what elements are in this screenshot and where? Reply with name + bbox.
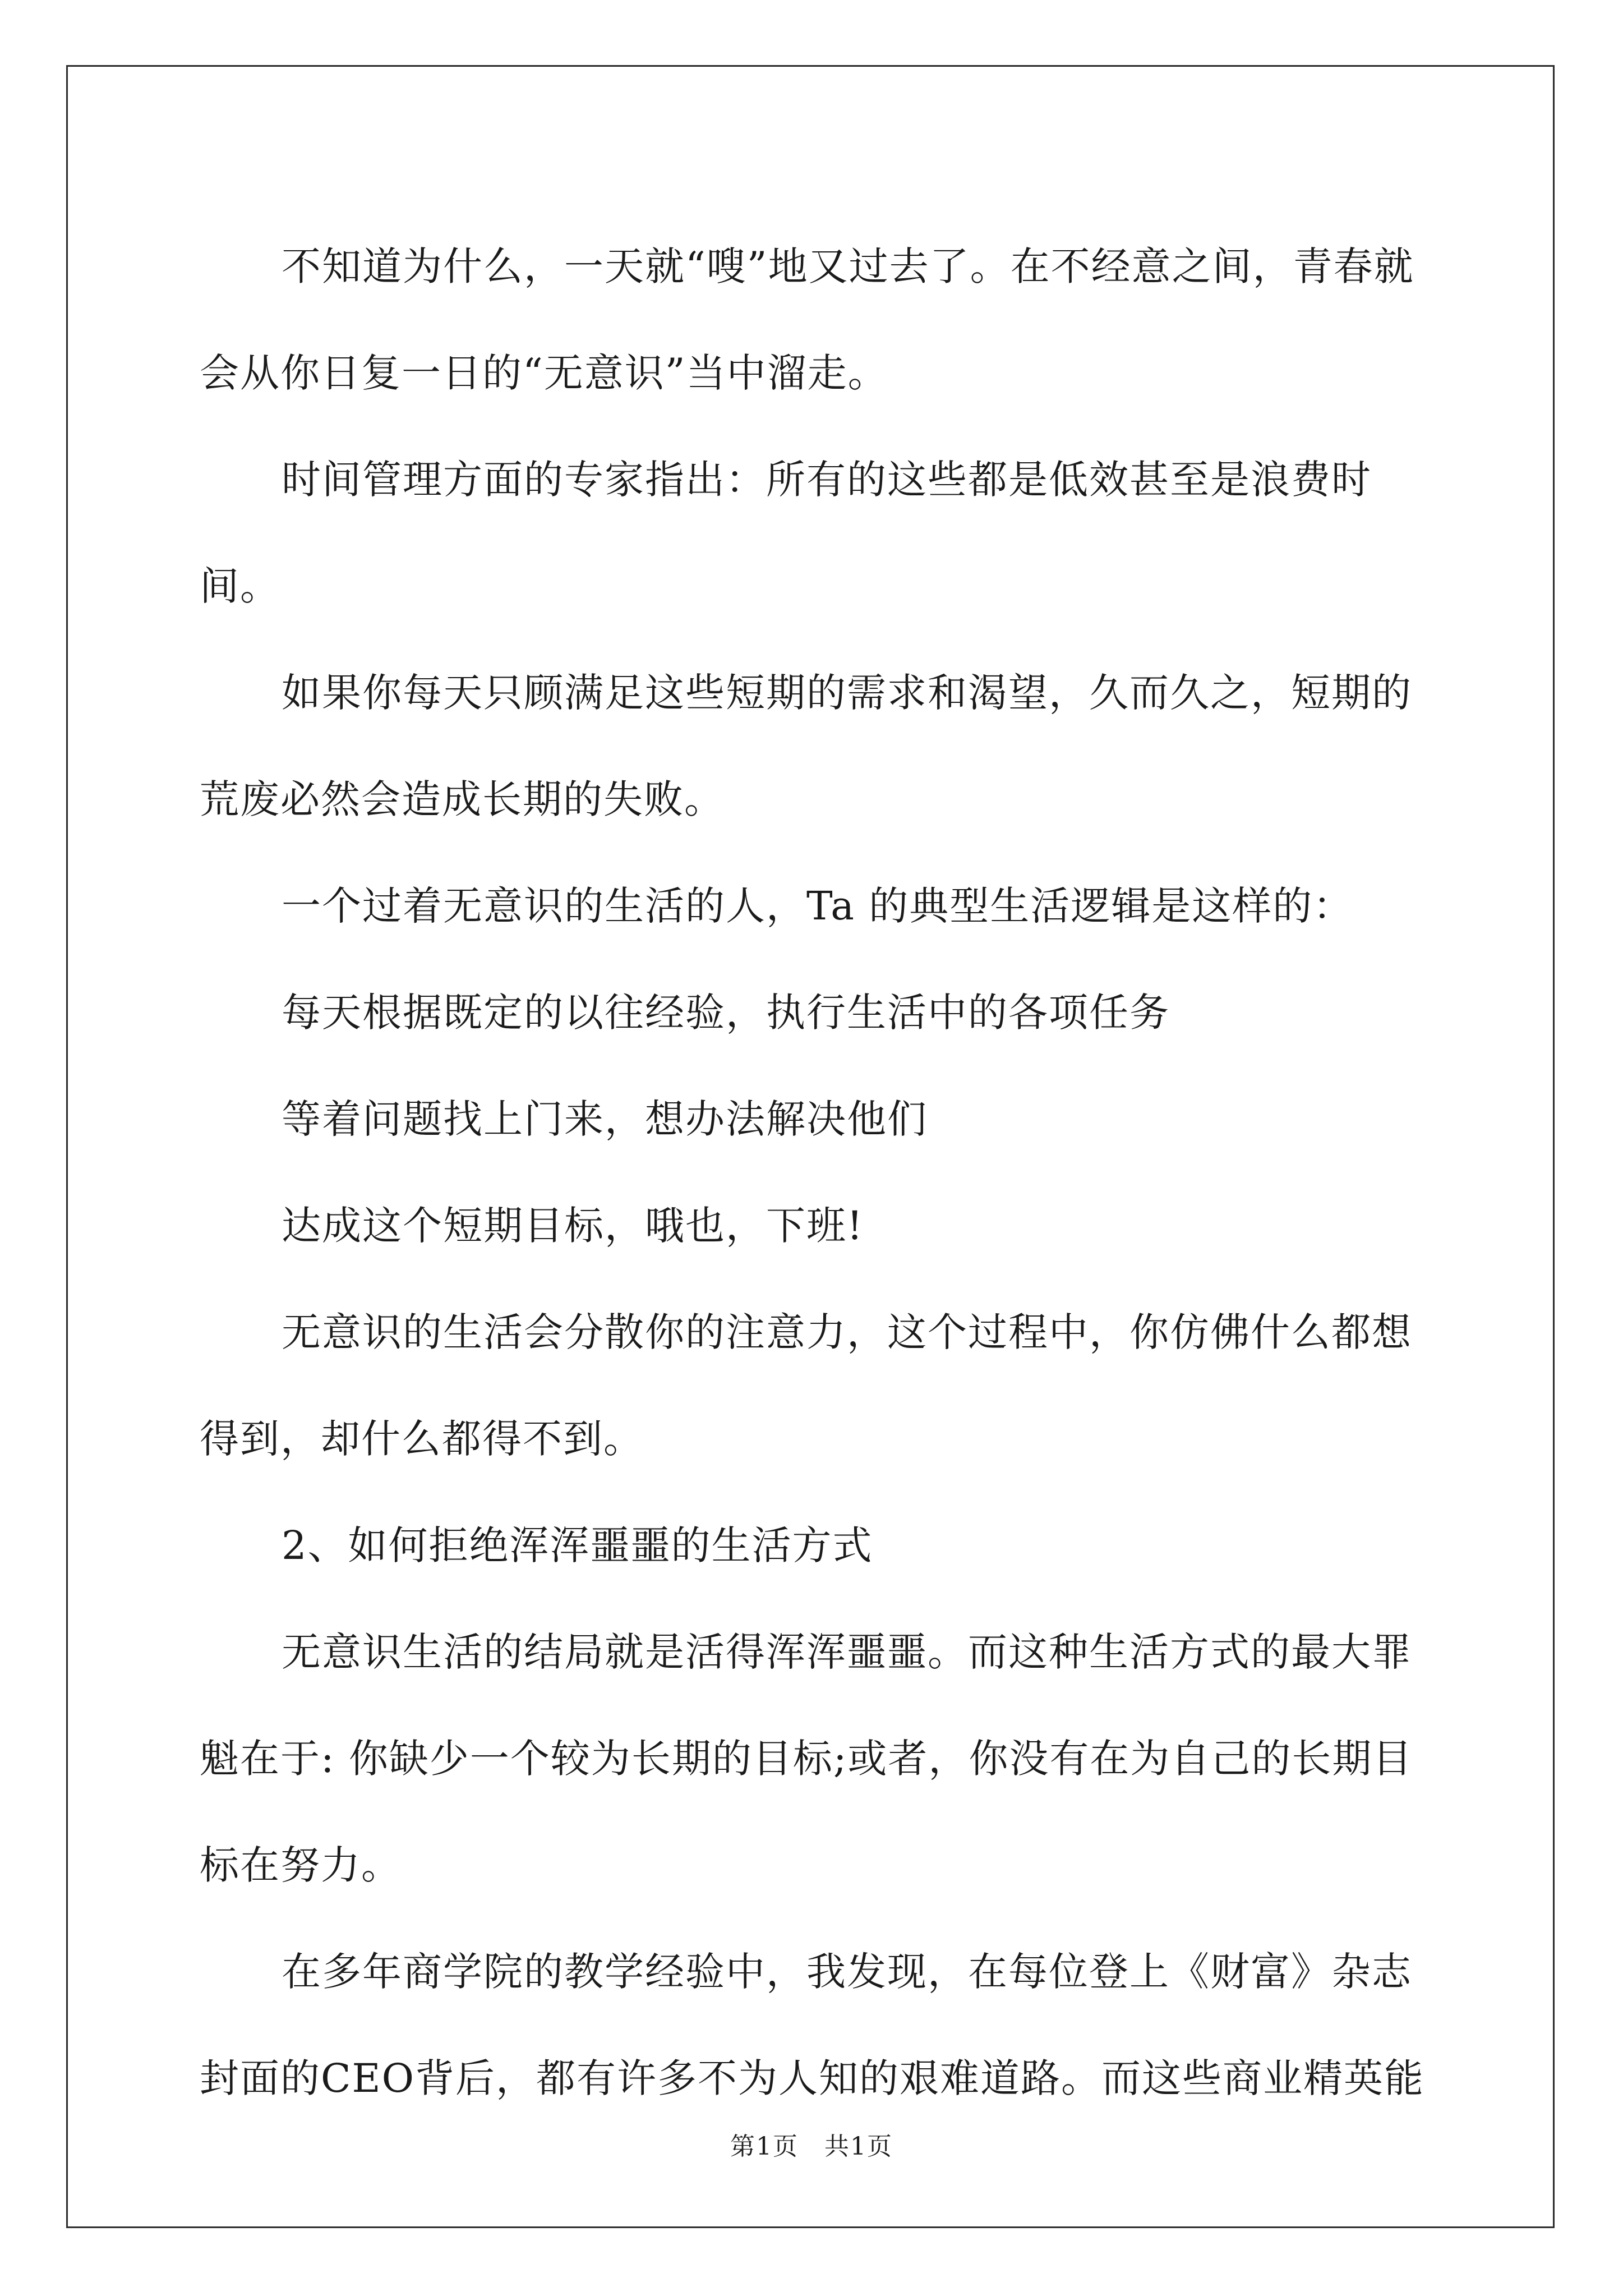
paragraph-10: 无意识生活的结局就是活得浑浑噩噩。而这种生活方式的最大罪魁在于: 你缺少一个较为长期的目标;或者，你没有在为自己的长期目标在努力。 — [200, 1629, 1413, 1888]
paragraph-2: 时间管理方面的专家指出：所有的这些都是低效甚至是浪费时间。 — [200, 457, 1372, 609]
paragraph-11: 在多年商学院的教学经验中，我发现，在每位登上《财富》杂志封面的CEO背后，都有许多不为人知的艰难道路。而这些商业精英能 — [200, 1949, 1425, 2101]
paragraph-1: 不知道为什么，一天就“嗖”地又过去了。在不经意之间，青春就会从你日复一日的“无意识”当中溜走。 — [200, 243, 1414, 396]
paragraph-3: 如果你每天只顾满足这些短期的需求和渴望，久而久之，短期的荒废必然会造成长期的失败。 — [200, 670, 1412, 822]
paragraph-7: 达成这个短期目标，哦也，下班! — [282, 1203, 864, 1249]
paragraph-4: 一个过着无意识的生活的人，Ta 的典型生活逻辑是这样的： — [282, 883, 1354, 929]
document-body — [200, 213, 1428, 2132]
page-footer: 第1页 共1页 — [730, 2132, 893, 2161]
section-heading: 2、如何拒绝浑浑噩噩的生活方式 — [282, 1522, 873, 1568]
paragraph-5: 每天根据既定的以往经验，执行生活中的各项任务 — [282, 990, 1170, 1036]
paragraph-8: 无意识的生活会分散你的注意力，这个过程中，你仿佛什么都想得到，却什么都得不到。 — [200, 1309, 1412, 1462]
paragraph-6: 等着问题找上门来，想办法解决他们 — [282, 1096, 928, 1142]
